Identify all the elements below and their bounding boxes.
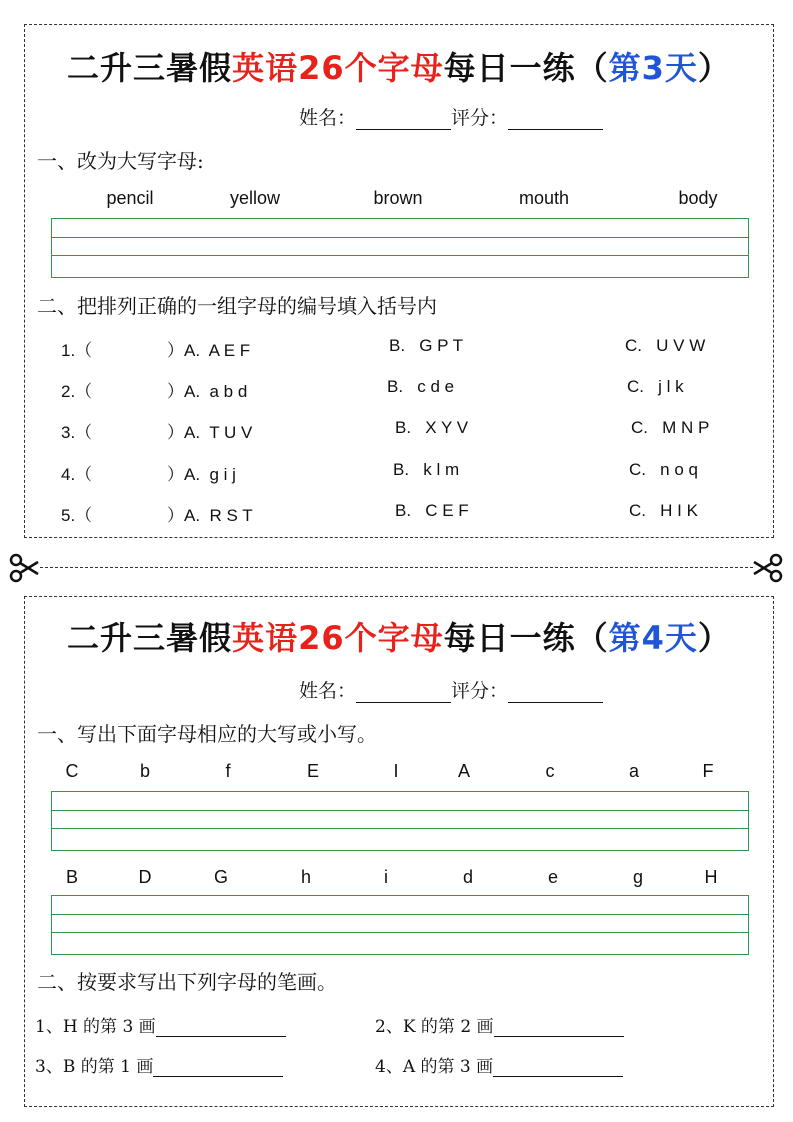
name-blank[interactable] <box>356 684 451 703</box>
letter: a <box>628 761 640 781</box>
option-c: C. n o q <box>629 460 698 479</box>
option-a: ）A. A E F <box>167 341 251 360</box>
option-c: C. U V W <box>625 336 706 355</box>
letter: h <box>300 867 312 887</box>
word: pencil <box>106 188 154 208</box>
option-c: C. j l k <box>627 377 684 396</box>
title-highlight: 英语26个字母 <box>232 619 444 657</box>
option-b: B. C E F <box>395 501 469 520</box>
option-a: ）A. R S T <box>167 506 253 525</box>
option-b: B. k l m <box>393 460 460 479</box>
question-row <box>25 501 773 523</box>
worksheet-day3 <box>24 24 774 538</box>
title-paren-close: ） <box>697 619 731 657</box>
title-prefix: 二升三暑假 <box>67 619 233 657</box>
name-label: 姓名： <box>299 680 357 702</box>
name-blank[interactable] <box>356 111 451 130</box>
page-title <box>25 613 773 659</box>
option-a: ）A. a b d <box>167 382 248 401</box>
letter: D <box>138 867 152 887</box>
word: body <box>678 188 718 208</box>
title-suffix: 每日一练 <box>443 619 576 657</box>
scissors-icon <box>752 552 784 584</box>
answer-blank[interactable] <box>493 1060 623 1077</box>
section-heading: 一、写出下面字母相应的大写或小写。 <box>37 722 377 746</box>
stroke-question-label: 4、A 的第 3 画 <box>375 1057 494 1077</box>
question-row <box>25 418 773 440</box>
letter: e <box>547 867 559 887</box>
cut-line <box>40 567 753 568</box>
answer-bracket[interactable]: 3.（ <box>61 423 93 442</box>
title-highlight: 英语26个字母 <box>232 49 444 87</box>
section-heading: 一、改为大写字母: <box>37 149 204 173</box>
word: mouth <box>518 188 570 208</box>
title-paren-close: ） <box>697 49 731 87</box>
option-a: ）A. g i j <box>167 465 236 484</box>
title-paren-open: （ <box>575 49 609 87</box>
stroke-question <box>35 1012 286 1037</box>
writing-lines[interactable] <box>51 895 749 955</box>
answer-blank[interactable] <box>156 1020 286 1037</box>
letter: C <box>65 761 79 781</box>
letter: i <box>384 867 388 887</box>
letter: d <box>462 867 474 887</box>
title-prefix: 二升三暑假 <box>67 49 233 87</box>
option-b: B. c d e <box>387 377 455 396</box>
title-paren-open: （ <box>575 619 609 657</box>
letter: A <box>457 761 471 781</box>
writing-lines[interactable] <box>51 218 749 278</box>
stroke-question <box>35 1052 283 1077</box>
stroke-question <box>375 1052 623 1077</box>
answer-blank[interactable] <box>153 1060 283 1077</box>
letter: B <box>65 867 79 887</box>
option-b: B. G P T <box>389 336 464 355</box>
section-heading: 二、按要求写出下列字母的笔画。 <box>37 970 337 994</box>
option-a: ）A. T U V <box>167 423 253 442</box>
section-heading: 二、把排列正确的一组字母的编号填入括号内 <box>37 294 437 318</box>
title-day: 第4天 <box>608 619 698 657</box>
letter: E <box>306 761 320 781</box>
score-label: 评分： <box>451 680 509 702</box>
letter: I <box>393 761 399 781</box>
title-day: 第3天 <box>608 49 698 87</box>
name-score-line <box>299 103 603 130</box>
word: brown <box>373 188 423 208</box>
score-blank[interactable] <box>508 684 603 703</box>
title-suffix: 每日一练 <box>443 49 576 87</box>
answer-bracket[interactable]: 1.（ <box>61 341 93 360</box>
question-row <box>25 336 773 358</box>
question-row <box>25 460 773 482</box>
score-blank[interactable] <box>508 111 603 130</box>
answer-bracket[interactable]: 2.（ <box>61 382 93 401</box>
option-c: C. M N P <box>631 418 710 437</box>
letter: G <box>213 867 229 887</box>
score-label: 评分： <box>451 107 509 129</box>
answer-blank[interactable] <box>494 1020 624 1037</box>
option-c: C. H I K <box>629 501 698 520</box>
question-row <box>25 377 773 399</box>
answer-bracket[interactable]: 4.（ <box>61 465 93 484</box>
letter: g <box>632 867 644 887</box>
name-score-line <box>299 676 603 703</box>
letter: H <box>704 867 718 887</box>
writing-lines[interactable] <box>51 791 749 851</box>
word: yellow <box>229 188 281 208</box>
letter: F <box>702 761 714 781</box>
name-label: 姓名： <box>299 107 357 129</box>
answer-bracket[interactable]: 5.（ <box>61 506 93 525</box>
letter: c <box>545 761 555 781</box>
letter: b <box>139 761 151 781</box>
letter: f <box>225 761 231 781</box>
scissors-icon <box>8 552 40 584</box>
option-b: B. X Y V <box>395 418 469 437</box>
stroke-question-label: 3、B 的第 1 画 <box>35 1057 154 1077</box>
stroke-question-label: 1、H 的第 3 画 <box>35 1017 156 1037</box>
worksheet-day4 <box>24 596 774 1107</box>
stroke-question <box>375 1012 624 1037</box>
page-title <box>25 43 773 89</box>
stroke-question-label: 2、K 的第 2 画 <box>375 1017 494 1037</box>
